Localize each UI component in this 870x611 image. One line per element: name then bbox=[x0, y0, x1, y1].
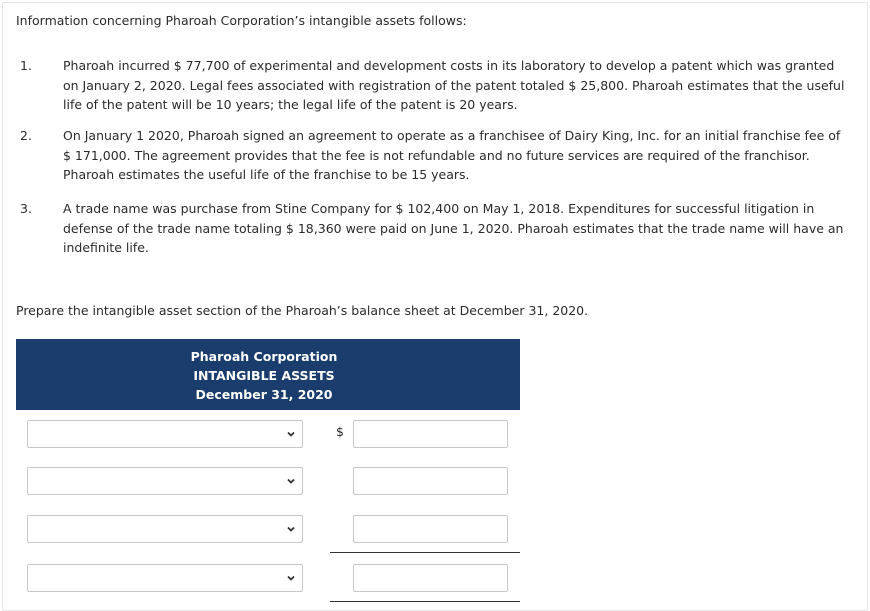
list-item bbox=[20, 56, 850, 115]
list-item bbox=[20, 126, 850, 185]
table-header bbox=[16, 339, 520, 410]
chevron-down-icon bbox=[286, 524, 296, 534]
company-name: Pharoah Corporation bbox=[190, 349, 338, 364]
account-select-1[interactable] bbox=[27, 420, 303, 448]
item-number: 2. bbox=[20, 128, 32, 143]
account-select-4[interactable] bbox=[27, 564, 303, 592]
statement-title: INTANGIBLE ASSETS bbox=[193, 368, 335, 383]
amount-input-2[interactable] bbox=[353, 467, 508, 495]
chevron-down-icon bbox=[286, 429, 296, 439]
intro-text: Information concerning Pharoah Corporation’s intangible assets follows: bbox=[16, 13, 467, 28]
account-select-2[interactable] bbox=[27, 467, 303, 495]
subtotal-rule bbox=[330, 552, 520, 553]
item-number: 1. bbox=[20, 58, 32, 73]
total-rule bbox=[330, 601, 520, 602]
amount-input-4[interactable] bbox=[353, 564, 508, 592]
chevron-down-icon bbox=[286, 476, 296, 486]
account-select-3[interactable] bbox=[27, 515, 303, 543]
statement-date: December 31, 2020 bbox=[195, 387, 333, 402]
chevron-down-icon bbox=[286, 573, 296, 583]
amount-input-3[interactable] bbox=[353, 515, 508, 543]
currency-symbol: $ bbox=[336, 424, 344, 439]
item-text: Pharoah incurred $ 77,700 of experimental and development costs in its laboratory to develop a patent which was granted on January 2, 2020. Legal fees associated with registration of the patent totaled $ 25,800. Pharoah estimates that the useful life of the patent will be 10 years; the legal life of the patent is 20 years. bbox=[63, 58, 845, 112]
item-text: A trade name was purchase from Stine Company for $ 102,400 on May 1, 2018. Expenditures for successful litigation in defense of the trade name totaling $ 18,360 were paid on June 1, 2020. Pharoah estimates that the trade name will have an indefinite life. bbox=[63, 201, 844, 255]
question-prompt: Prepare the intangible asset section of the Pharoah’s balance sheet at December 31, 2020. bbox=[16, 303, 589, 318]
item-text: On January 1 2020, Pharoah signed an agreement to operate as a franchisee of Dairy King, Inc. for an initial franchise fee of $ 171,000. The agreement provides that the fee is not refundable and no future services are required of the franchisor. Pharoah estimates the useful life of the franchise to be 15 years. bbox=[63, 128, 841, 182]
list-item bbox=[20, 199, 850, 258]
amount-input-1[interactable] bbox=[353, 420, 508, 448]
item-number: 3. bbox=[20, 201, 32, 216]
